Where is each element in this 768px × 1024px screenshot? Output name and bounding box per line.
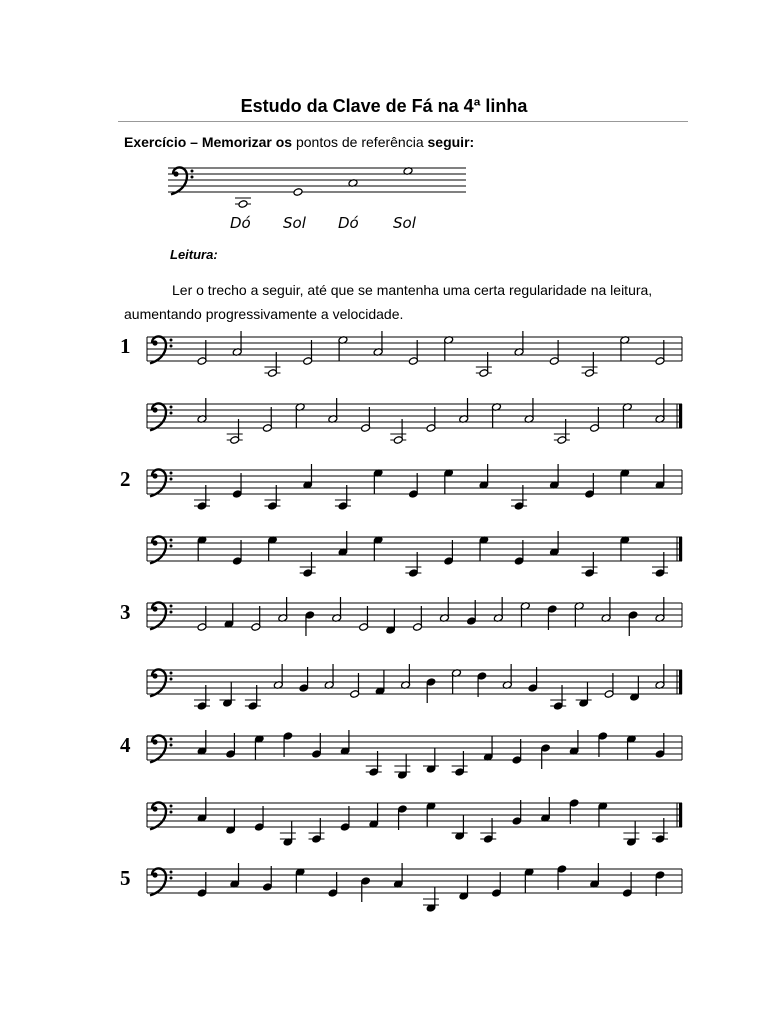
exercise-number: 1 — [120, 334, 131, 358]
music-note — [408, 473, 418, 498]
music-note — [585, 473, 595, 498]
music-note — [303, 340, 313, 365]
music-note — [262, 407, 272, 432]
music-note — [423, 887, 439, 912]
music-note — [549, 531, 559, 556]
music-note — [361, 407, 371, 432]
music-note — [397, 804, 407, 829]
music-note — [549, 340, 559, 365]
music-note — [273, 664, 283, 689]
music-note — [655, 871, 665, 896]
music-note — [524, 868, 534, 893]
music-note — [426, 407, 436, 432]
music-note — [512, 800, 522, 825]
music-note — [197, 398, 207, 423]
music-note — [557, 865, 567, 890]
music-note — [590, 863, 600, 888]
music-note — [590, 407, 600, 432]
reading-label: Leitura: — [170, 247, 218, 262]
music-note — [459, 398, 469, 423]
music-note — [293, 188, 303, 197]
music-note — [569, 798, 579, 823]
music-note — [361, 877, 371, 902]
music-note — [408, 340, 418, 365]
page-title: Estudo da Clave de Fá na 4ª linha — [240, 96, 528, 116]
music-note — [373, 331, 383, 356]
exercise-number: 3 — [120, 600, 131, 624]
music-note — [251, 606, 261, 631]
music-note — [479, 464, 489, 489]
music-note — [528, 667, 538, 692]
music-note — [502, 664, 512, 689]
title-underline — [118, 121, 688, 122]
exercise-heading-part3: seguir: — [427, 134, 475, 150]
reference-note-name: Sol — [283, 214, 306, 232]
music-note — [569, 730, 579, 755]
bass-clef-icon — [150, 469, 173, 496]
reference-staff — [168, 160, 468, 230]
music-note — [444, 336, 454, 361]
music-note — [328, 398, 338, 423]
music-note — [604, 673, 614, 698]
music-note — [655, 733, 665, 758]
music-note — [444, 540, 454, 565]
music-note — [338, 336, 348, 361]
music-note — [312, 733, 322, 758]
music-note — [655, 398, 665, 423]
music-note — [295, 402, 305, 427]
music-note — [655, 464, 665, 489]
music-note — [444, 469, 454, 494]
music-note — [574, 602, 584, 627]
music-note — [299, 667, 309, 692]
music-note — [622, 872, 632, 897]
music-note — [626, 735, 636, 760]
music-note — [393, 863, 403, 888]
music-note — [340, 730, 350, 755]
music-note — [491, 402, 501, 427]
music-note — [338, 531, 348, 556]
music-note — [328, 872, 338, 897]
bass-clef-icon — [150, 403, 173, 430]
reference-note-name: Sol — [393, 214, 416, 232]
music-note — [235, 198, 251, 208]
music-note — [197, 797, 207, 822]
music-note — [439, 597, 449, 622]
music-note — [350, 673, 360, 698]
reference-note-name: Dó — [230, 214, 251, 232]
music-note — [369, 803, 379, 828]
music-note — [401, 664, 411, 689]
music-note — [262, 866, 272, 891]
music-note — [303, 464, 313, 489]
music-note — [491, 872, 501, 897]
exercise-number: 4 — [120, 733, 131, 757]
music-note — [224, 603, 234, 628]
music-note — [226, 733, 236, 758]
music-note — [479, 535, 489, 560]
music-note — [226, 809, 236, 834]
music-note — [547, 605, 557, 630]
music-note — [426, 801, 436, 826]
music-note — [451, 668, 461, 693]
music-note — [267, 535, 277, 560]
music-note — [197, 340, 207, 365]
music-note — [655, 664, 665, 689]
music-note — [514, 331, 524, 356]
music-note — [541, 744, 551, 769]
music-note — [375, 670, 385, 695]
music-note — [373, 535, 383, 560]
music-note — [254, 735, 264, 760]
bass-clef-icon — [150, 735, 173, 762]
music-note — [549, 464, 559, 489]
bass-clef-icon — [150, 802, 173, 829]
music-note — [628, 611, 638, 636]
music-note — [197, 730, 207, 755]
music-note — [232, 331, 242, 356]
music-note — [197, 606, 207, 631]
music-note — [622, 402, 632, 427]
bass-clef-icon — [171, 167, 194, 194]
music-note — [373, 469, 383, 494]
music-note — [601, 597, 611, 622]
bass-clef-icon — [150, 536, 173, 563]
music-note — [620, 336, 630, 361]
music-note — [483, 736, 493, 761]
music-note — [278, 597, 288, 622]
music-note — [386, 609, 396, 634]
music-note — [655, 597, 665, 622]
exercise-heading — [124, 134, 474, 150]
music-note — [197, 872, 207, 897]
music-note — [493, 597, 503, 622]
music-note — [477, 671, 487, 696]
exercise-number: 2 — [120, 467, 131, 491]
music-note — [332, 597, 342, 622]
reference-note-name: Dó — [338, 214, 359, 232]
music-note — [598, 801, 608, 826]
music-note — [197, 535, 207, 560]
music-note — [620, 535, 630, 560]
bass-clef-icon — [150, 336, 173, 363]
bass-clef-icon — [150, 868, 173, 895]
music-note — [514, 540, 524, 565]
music-note — [620, 469, 630, 494]
instructions-line-1: Ler o trecho a seguir, até que se mantenha uma certa regularidade na leitura, — [172, 282, 653, 298]
music-note — [305, 611, 315, 636]
music-note — [232, 540, 242, 565]
music-note — [254, 806, 264, 831]
music-note — [630, 676, 640, 701]
music-note — [324, 664, 334, 689]
music-note — [459, 875, 469, 900]
music-note — [655, 340, 665, 365]
exercise-number: 5 — [120, 866, 131, 890]
music-note — [295, 868, 305, 893]
music-note — [598, 732, 608, 757]
music-note — [541, 797, 551, 822]
instructions-line-2: aumentando progressivamente a velocidade. — [124, 306, 404, 322]
music-note — [426, 677, 436, 702]
music-note — [466, 600, 476, 625]
music-staff — [0, 833, 768, 913]
music-note — [512, 739, 522, 764]
music-note — [340, 806, 350, 831]
music-note — [230, 863, 240, 888]
exercise-heading-part2: pontos de referência — [292, 134, 428, 150]
music-note — [359, 606, 369, 631]
bass-clef-icon — [150, 602, 173, 629]
music-note — [232, 473, 242, 498]
music-note — [524, 398, 534, 423]
music-note — [283, 732, 293, 757]
exercise-heading-part1: Exercício – Memorizar os — [124, 134, 293, 150]
bass-clef-icon — [150, 669, 173, 696]
music-note — [520, 602, 530, 627]
music-note — [413, 606, 423, 631]
